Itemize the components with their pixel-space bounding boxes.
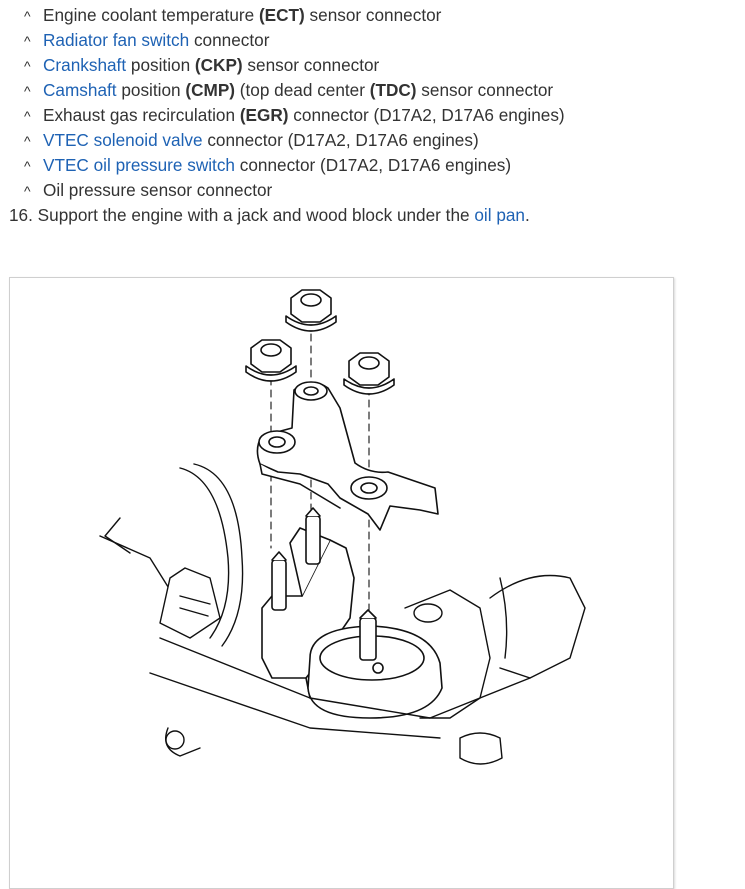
item-text: Oil pressure sensor connector xyxy=(43,180,273,200)
term-link[interactable]: VTEC oil pressure switch xyxy=(43,155,235,175)
bullet-caret: ^ xyxy=(24,108,31,124)
list-item xyxy=(24,3,565,28)
bullet-caret: ^ xyxy=(24,83,31,99)
item-text: connector (D17A2, D17A6 engines) xyxy=(234,155,512,175)
abbreviation: (TDC) xyxy=(369,80,417,100)
item-text: connector (D17A2, D17A6 engines) xyxy=(202,130,479,150)
term-link[interactable]: Radiator fan switch xyxy=(43,30,190,50)
item-text: position xyxy=(126,55,195,75)
step-end: . xyxy=(525,205,530,225)
list-item xyxy=(24,78,565,103)
item-text: sensor connector xyxy=(304,5,442,25)
engine-mount-figure xyxy=(9,277,674,889)
hose xyxy=(100,464,243,646)
abbreviation: (CMP) xyxy=(185,80,236,100)
step-number: 16. xyxy=(9,205,33,225)
bullet-caret: ^ xyxy=(24,33,31,49)
item-text: sensor connector xyxy=(242,55,380,75)
oil-pan-link[interactable]: oil pan xyxy=(474,205,525,225)
flange-nut-right xyxy=(344,353,394,394)
list-item xyxy=(24,53,565,78)
abbreviation: (CKP) xyxy=(194,55,243,75)
flange-nut-top xyxy=(286,290,336,331)
bullet-caret: ^ xyxy=(24,8,31,24)
step-16 xyxy=(9,203,530,228)
step-text: Support the engine with a jack and wood block under the xyxy=(32,205,475,225)
item-text: position xyxy=(116,80,186,100)
bullet-caret: ^ xyxy=(24,158,31,174)
list-item xyxy=(24,28,565,53)
list-item xyxy=(24,153,565,178)
abbreviation: (ECT) xyxy=(258,5,305,25)
term-link[interactable]: Crankshaft xyxy=(43,55,127,75)
list-item xyxy=(24,178,565,203)
item-text: Engine coolant temperature xyxy=(43,5,259,25)
bullet-caret: ^ xyxy=(24,58,31,74)
list-item xyxy=(24,128,565,153)
abbreviation: (EGR) xyxy=(239,105,289,125)
term-link[interactable]: VTEC solenoid valve xyxy=(43,130,203,150)
mount-bracket xyxy=(257,382,438,530)
item-text: sensor connector xyxy=(416,80,554,100)
engine-mount-illustration xyxy=(10,278,673,888)
list-item xyxy=(24,103,565,128)
item-text: (top dead center xyxy=(235,80,370,100)
item-text: connector (D17A2, D17A6 engines) xyxy=(288,105,565,125)
flange-nut-left xyxy=(246,340,296,381)
item-text: connector xyxy=(189,30,270,50)
connector-list xyxy=(24,3,565,203)
bullet-caret: ^ xyxy=(24,183,31,199)
term-link[interactable]: Camshaft xyxy=(43,80,117,100)
item-text: Exhaust gas recirculation xyxy=(43,105,240,125)
bullet-caret: ^ xyxy=(24,133,31,149)
